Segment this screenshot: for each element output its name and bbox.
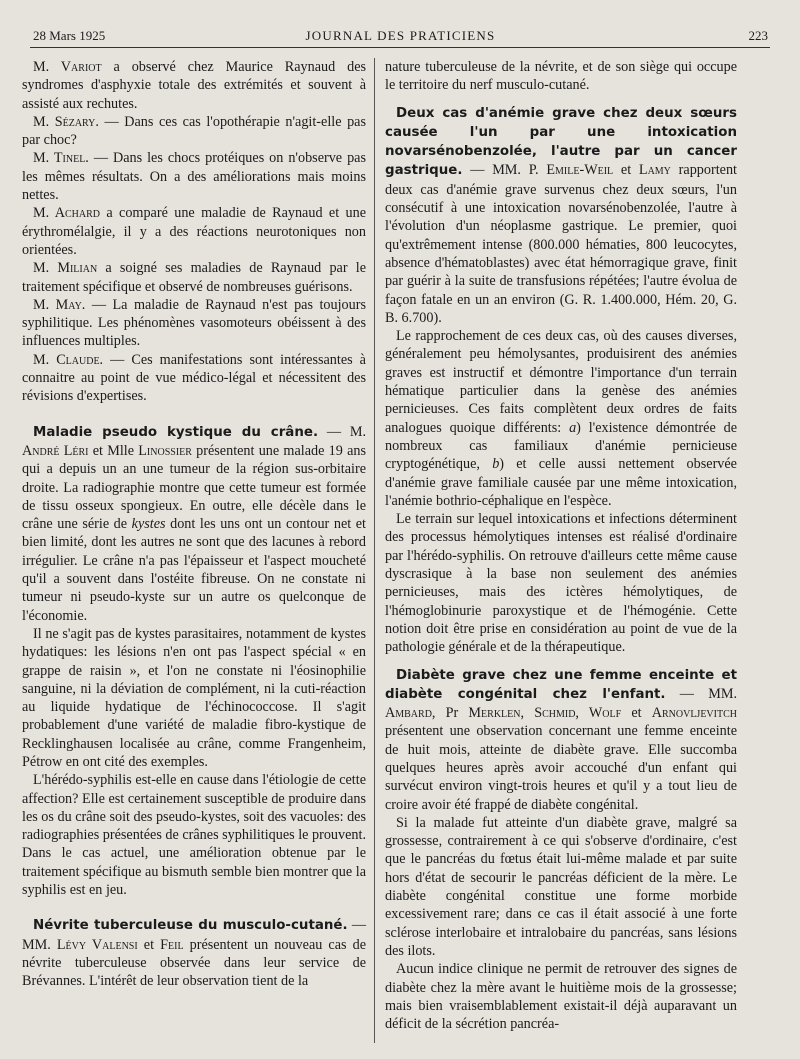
author-name: Emile-Weil: [546, 162, 614, 179]
paragraph-text: Il ne s'agit pas de kystes parasitaires, notamment de kystes hydatiques: les lésions n'en ont pas l'aspect spécial « en grappe de raisin », et l'on ne constate ni l'éosinophilie sanguine, ni la déviation de complément, ni la cuti-réaction au liquide hydatique de l'échinococcose. Il s'agit probablement d'une variété de maladie fibro-kystique de Recklinghausen localisée au crâne, comme Frangenheim, Pétrow en ont cité des exemples.: [22, 625, 366, 770]
paragraph-claude: [22, 351, 366, 406]
journal-title: JOURNAL DES PRATICIENS: [305, 28, 496, 43]
author-name: M. Milian: [33, 260, 98, 277]
paragraph-text: a comparé une maladie de Raynaud et une érythromélalgie, il y a des réactions neurotoniques non orientées.: [22, 205, 366, 258]
paragraph-milian: [22, 259, 366, 296]
section-heading: Deux cas d'anémie grave chez deux sœurs causée l'un par une intoxication novarsénobenzolée, l'autre par un cancer gastrique.: [385, 105, 737, 179]
paragraph-text: a soigné ses maladies de Raynaud par le traitement spécifique et observé de nombreuses guérisons.: [22, 260, 366, 295]
author-name: M. Sézary.: [33, 113, 99, 130]
author-name: M. Variot: [33, 59, 102, 75]
section-anemie: Deux cas d'anémie grave chez deux sœurs causée l'un par une intoxication novarsénobenzolée, l'autre par un cancer gastrique. — MM. P. Emile-Weil et Lamy rapportent deux cas d'anémie grave survenus chez deux sœurs, l'un consécutif à une intoxication novarsénobenzolée, l'autre à l'évolution d'un néoplasme gastrique. Le premier, quoi qu'extrêmement intense (800.000 hématies, 800 leucocytes, absence d'hématoblastes) avec état hémorragique grave, finit par guérir à la suite de transfusions répétées; l'autre évolua de façon fatale en un an environ (G. R. 1.400.000, Hém. 20, G. B. 6.700).: [385, 105, 737, 326]
author-name: Lamy: [638, 162, 671, 179]
paragraph-achard: [22, 204, 366, 259]
paragraph-variot: [22, 58, 366, 113]
list-marker: b: [492, 456, 500, 473]
author-name: Linossier: [138, 442, 192, 459]
italic-term: kystes: [131, 516, 166, 533]
author-name: Lévy Valensi: [56, 936, 138, 953]
paragraph-text: a observé chez Maurice Raynaud des syndromes d'asphyxie totale des extrémités et souvent à assisté aux rechutes.: [22, 59, 367, 112]
paragraph-text: — Dans les chocs protéiques on n'observe pas les mêmes résultats. On a des améliorations mais moins nettes.: [22, 150, 366, 204]
section-heading: Névrite tuberculeuse du musculo-cutané.: [33, 918, 348, 934]
right-column: [385, 58, 737, 1033]
author-name: M. Achard: [33, 205, 100, 222]
paragraph-text: Le rapprochement de ces deux cas, où des causes diverses, généralement peu hémolysantes, produisirent des anémies graves est instructif et démontre l'importance d'un terrain hématique particulier dans la genèse des anémies pernicieuses. Ces faits complètent deux ordres de faits analogues quoique différents: a) l'existence démontrée de nombreux cas familiaux d'anémie pernicieuse cryptogénétique, b) et celle aussi nettement observée d'anémie grave familiale causée par une même intoxication, l'anémie bothrio-céphalique en l'espèce.: [385, 328, 737, 509]
author-name: André Léri: [22, 442, 89, 459]
author-name: Arnovljevitch: [651, 705, 737, 722]
paragraph-text: — La maladie de Raynaud n'est pas toujours syphilitique. Les phénomènes vasomoteurs obéissent à des influences multiples.: [22, 296, 366, 350]
section-heading: Maladie pseudo kystique du crâne.: [33, 424, 319, 440]
paragraph-sezary: [22, 113, 366, 150]
left-column: [22, 58, 366, 991]
author-name: M. Claude.: [33, 351, 104, 368]
author-name: Merklen, Schmid, Wolf: [468, 705, 622, 722]
paragraph-text: Si la malade fut atteinte d'un diabète grave, malgré sa grossesse, contrairement à ce qui s'observe d'ordinaire, c'est que le pancréas du fœtus était lui-même malade et par suite hors d'état de secourir le pancréas déficient de la mère. Le diabète congénital constitue une forme morbide excessivement rare; dans ce cas il était associé à une forte sclérose interlobaire et intralobaire du pancréas, sans lésions des ilots.: [385, 814, 737, 959]
list-marker: a: [569, 419, 577, 436]
paragraph-text: — Ces manifestations sont intéressantes à connaitre au point de vue médico-légal et nécessitent des révisions d'expertises.: [22, 351, 366, 405]
paragraph-tinel: [22, 149, 366, 204]
paragraph-text: L'hérédo-syphilis est-elle en cause dans l'étiologie de cette affection? Elle est certainement susceptible de produire dans les os du crâne soit des pseudo-kystes, soit des vacuoles: des radiographies présentées de crânes syphilitiques le prouvent. Dans le cas actuel, une amélioration obtenue par le traitement spécifique au bismuth semble bien montrer que la syphilis est en jeu.: [22, 772, 366, 899]
section-nevrite: Névrite tuberculeuse du musculo-cutané. — MM. Lévy Valensi et Feil présentent un nouveau cas de névrite tuberculeuse observée dans leur service de Brévannes. L'intérêt de leur observation tient de la: [22, 917, 367, 990]
paragraph-may: [22, 296, 366, 351]
section-heading: Diabète grave chez une femme enceinte et diabète congénital chez l'enfant.: [385, 667, 737, 702]
paragraph-text: Aucun indice clinique ne permit de retrouver des signes de diabète chez la mère avant le huitième mois de la grossesse; mais bien vraisemblablement existait-il déjà auparavant un déficit de la sécrétion pancréa-: [385, 961, 737, 1033]
running-header: [33, 28, 768, 48]
page-number: 223: [748, 28, 768, 43]
author-name: M. Tinel.: [33, 150, 89, 167]
header-date: 28 Mars 1925: [33, 28, 106, 43]
header-rule: [30, 47, 770, 48]
author-name: Ambard: [385, 705, 432, 722]
column-divider: [374, 58, 375, 1043]
author-name: M. May.: [33, 296, 86, 313]
author-name: Feil: [160, 936, 184, 953]
section-diabete: Diabète grave chez une femme enceinte et diabète congénital chez l'enfant. — MM. Ambard, Pr Merklen, Schmid, Wolf et Arnovljevitch présentent une observation concernant une femme enceinte de huit mois, atteinte de diabète grave. Elle succomba quelques heures après avoir accouché d'un enfant qui survécut environ vingt-trois heures et qu'il y a tout lieu de croire avoir été frappé de diabète congénital.: [385, 667, 737, 813]
paragraph-text: Le terrain sur lequel intoxications et infections déterminent des processus hémolytiques intenses est réalisé d'ordinaire par l'hérédo-syphilis. On retrouve d'ailleurs cette même cause dyscrasique à la base non seulement des anémies pernicieuses, mais des ictères hémolytiques, de l'hémoglobinurie paroxystique et de l'hémogénie. Cette notion doit être prise en considération au point de vue de la pathologie générale et de la thérapeutique.: [385, 511, 737, 656]
paragraph-text: — Dans ces cas l'opothérapie n'agit-elle pas par choc?: [22, 113, 366, 149]
section-pseudo-kystique: Maladie pseudo kystique du crâne. — M. André Léri et Mlle Linossier présentent une malade 19 ans qui a depuis un an une tumeur de la région sus-orbitaire droite. La radiographie montre que cette tumeur est formée de tissu osseux spongieux. En outre, elle décèle dans le crâne une série de kystes dont les uns ont un contour net et bien limité, dont les autres ne sont que des lacunes à rebord irrégulier. Le crâne n'a pas l'épaisseur et l'aspect moucheté qu'il a souvent dans l'ostéite fibreuse. On ne constate ni tumeur ni pseudo-kyste sur un autre os quelconque de l'économie.: [22, 423, 366, 624]
paragraph-continuation: nature tuberculeuse de la névrite, et de son siège qui occupe le territoire du nerf musculo-cutané.: [385, 59, 737, 94]
